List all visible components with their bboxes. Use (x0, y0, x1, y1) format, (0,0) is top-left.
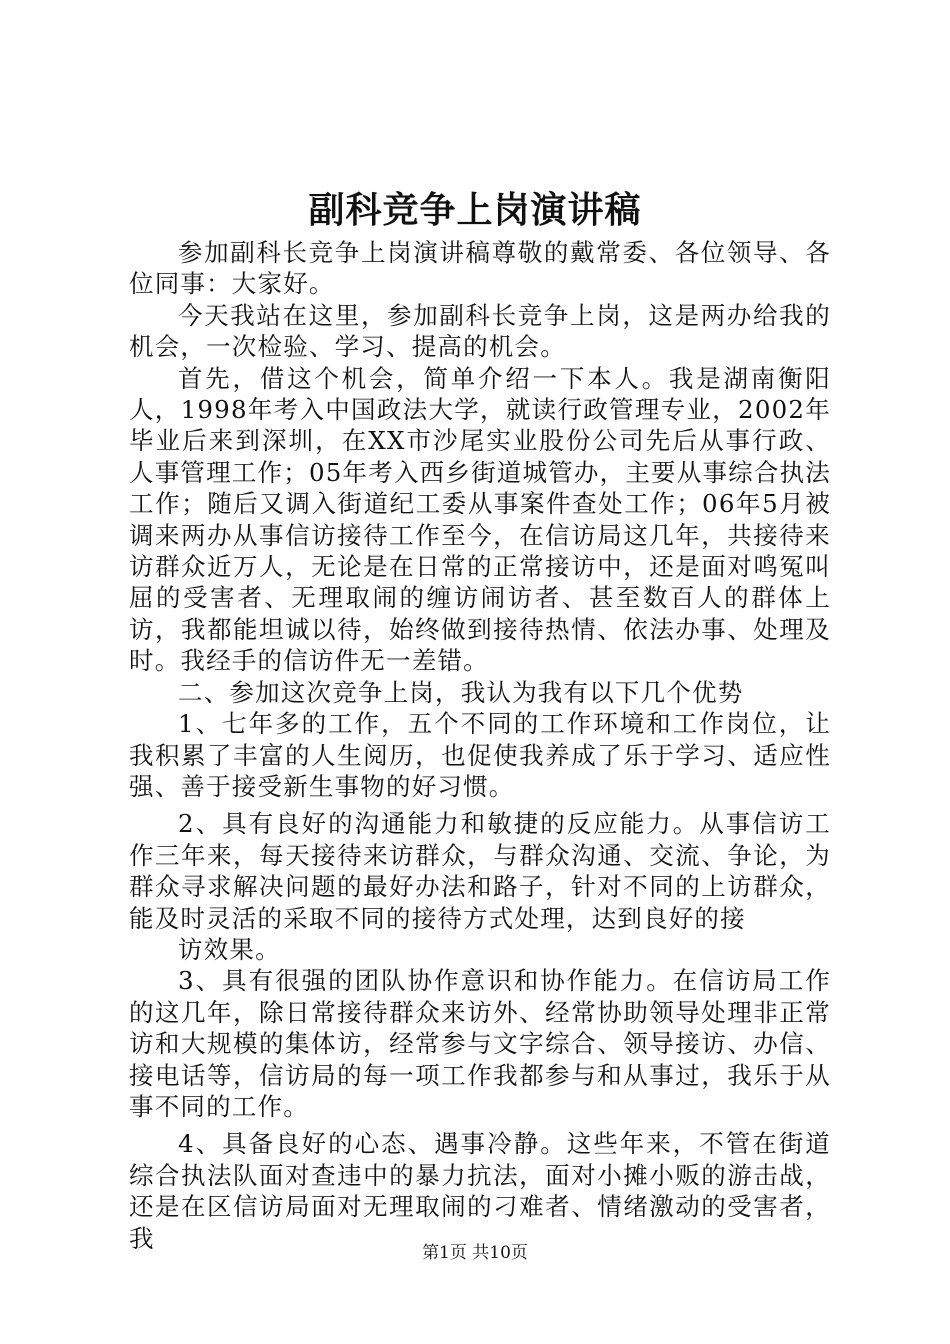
paragraph-advantage-4: 4、具备良好的心态、遇事冷静。这些年来，不管在街道综合执法队面对查违中的暴力抗法，面对小摊小贩的游击战，还是在区信访局面对无理取闹的刁难者、情绪激动的受害者，我 (129, 1129, 831, 1253)
document-body (129, 237, 831, 1254)
paragraph-advantages-heading: 二、参加这次竞争上岗，我认为我有以下几个优势 (178, 677, 744, 707)
paragraph-advantage-3: 3、具有很强的团队协作意识和协作能力。在信访局工作的这几年，除日常接待群众来访外、经常协助领导处理非正常访和大规模的集体访，经常参与文字综合、领导接访、办信、接电话等，信访局的每一项工作我都参与和从事过，我乐于从事不同的工作。 (129, 966, 831, 1121)
paragraph-greeting: 参加副科长竞争上岗演讲稿尊敬的戴常委、各位领导、各位同事：大家好。 (129, 238, 831, 299)
page-number-footer: 第1页 共10页 (422, 1243, 528, 1263)
paragraph-advantage-1: 1、七年多的工作，五个不同的工作环境和工作岗位，让我积累了丰富的人生阅历，也促使我养成了乐于学习、适应性强、善于接受新生事物的好习惯。 (129, 709, 831, 801)
paragraph-advantage-2: 2、具有良好的沟通能力和敏捷的反应能力。从事信访工作三年来，每天接待来访群众，与群众沟通、交流、争论，为群众寻求解决问题的最好办法和路子，针对不同的上访群众，能及时灵活的采取不同的接待方式处理，达到良好的接 (129, 809, 831, 933)
paragraph-advantage-2-continuation: 访效果。 (178, 934, 281, 964)
paragraph-opening: 今天我站在这里，参加副科长竞争上岗，这是两办给我的机会，一次检验、学习、提高的机会。 (129, 300, 831, 362)
paragraph-self-introduction: 首先，借这个机会，简单介绍一下本人。我是湖南衡阳人，1998年考入中国政法大学，就读行政管理专业，2002年毕业后来到深圳，在XX市沙尾实业股份公司先后从事行政、人事管理工作；05年考入西乡街道城管办，主要从事综合执法工作；随后又调入街道纪工委从事案件查处工作；06年5月被调来两办从事信访接待工作至今，在信访局这几年，共接待来访群众近万人，无论是在日常的正常接访中，还是面对鸣冤叫屈的受害者、无理取闹的缠访闹访者、甚至数百人的群体上访，我都能坦诚以待，始终做到接待热情、依法办事、处理及时。我经手的信访件无一差错。 (129, 363, 831, 676)
document-title: 副科竞争上岗演讲稿 (308, 189, 642, 231)
